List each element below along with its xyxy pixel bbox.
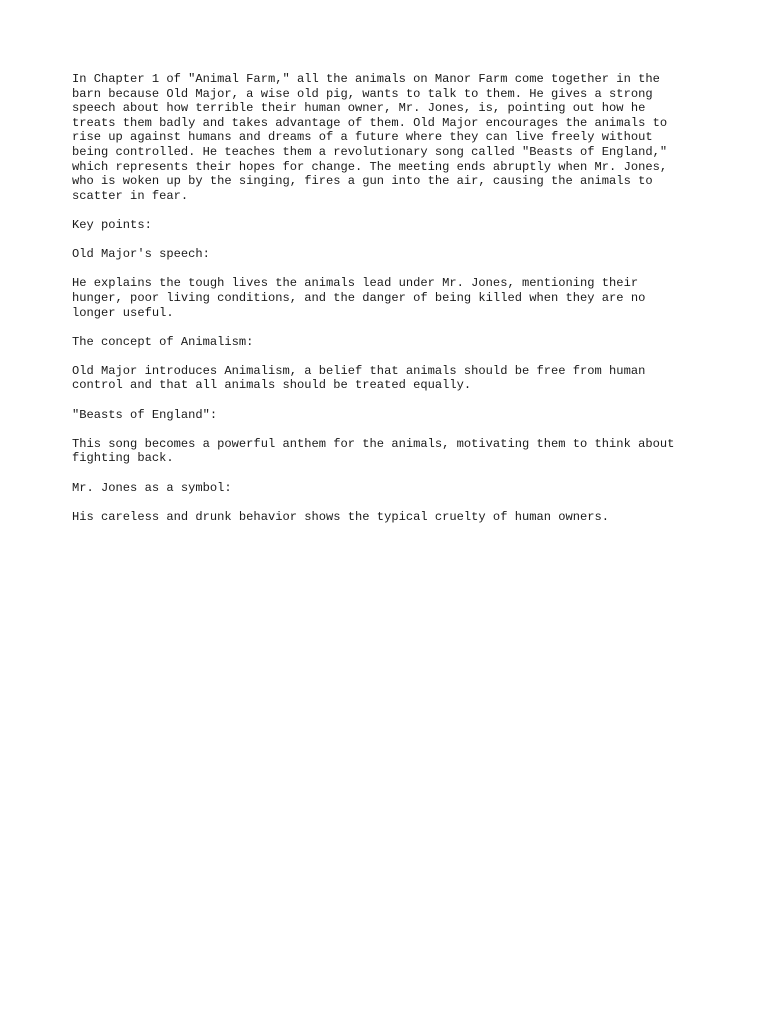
text-line: Old Major introduces Animalism, a belief that animals should be free from human <box>72 363 646 378</box>
text-line: barn because Old Major, a wise old pig, wants to talk to them. He gives a strong <box>72 86 653 101</box>
point-heading-animalism: The concept of Animalism: <box>72 334 254 349</box>
text-line: In Chapter 1 of "Animal Farm," all the animals on Manor Farm come together in the <box>72 72 660 86</box>
text-line: scatter in fear. <box>72 188 189 203</box>
text-line: control and that all animals should be treated equally. <box>72 378 472 393</box>
point-heading-beasts-of-england: "Beasts of England": <box>72 407 218 422</box>
text-line: hunger, poor living conditions, and the danger of being killed when they are no <box>72 290 646 305</box>
text-line: being controlled. He teaches them a revolutionary song called "Beasts of England," <box>72 144 668 159</box>
point-body-old-major-speech <box>72 276 702 320</box>
text-line: His careless and drunk behavior shows the typical cruelty of human owners. <box>72 509 610 524</box>
intro-paragraph <box>72 72 702 203</box>
point-body-animalism <box>72 364 702 393</box>
document-page <box>72 72 702 539</box>
text-line: He explains the tough lives the animals lead under Mr. Jones, mentioning their <box>72 276 639 291</box>
point-heading-mr-jones: Mr. Jones as a symbol: <box>72 480 232 495</box>
text-line: This song becomes a powerful anthem for the animals, motivating them to think about <box>72 436 675 451</box>
point-heading-old-major-speech: Old Major's speech: <box>72 247 210 262</box>
point-body-mr-jones <box>72 510 702 525</box>
text-line: rise up against humans and dreams of a future where they can live freely without <box>72 130 653 145</box>
text-line: longer useful. <box>72 305 174 320</box>
text-line: which represents their hopes for change. The meeting ends abruptly when Mr. Jones, <box>72 159 668 174</box>
text-line: who is woken up by the singing, fires a gun into the air, causing the animals to <box>72 174 653 189</box>
text-line: speech about how terrible their human owner, Mr. Jones, is, pointing out how he <box>72 101 646 116</box>
key-points-heading: Key points: <box>72 217 152 232</box>
text-line: fighting back. <box>72 451 174 466</box>
text-line: treats them badly and takes advantage of them. Old Major encourages the animals to <box>72 115 668 130</box>
point-body-beasts-of-england <box>72 437 702 466</box>
